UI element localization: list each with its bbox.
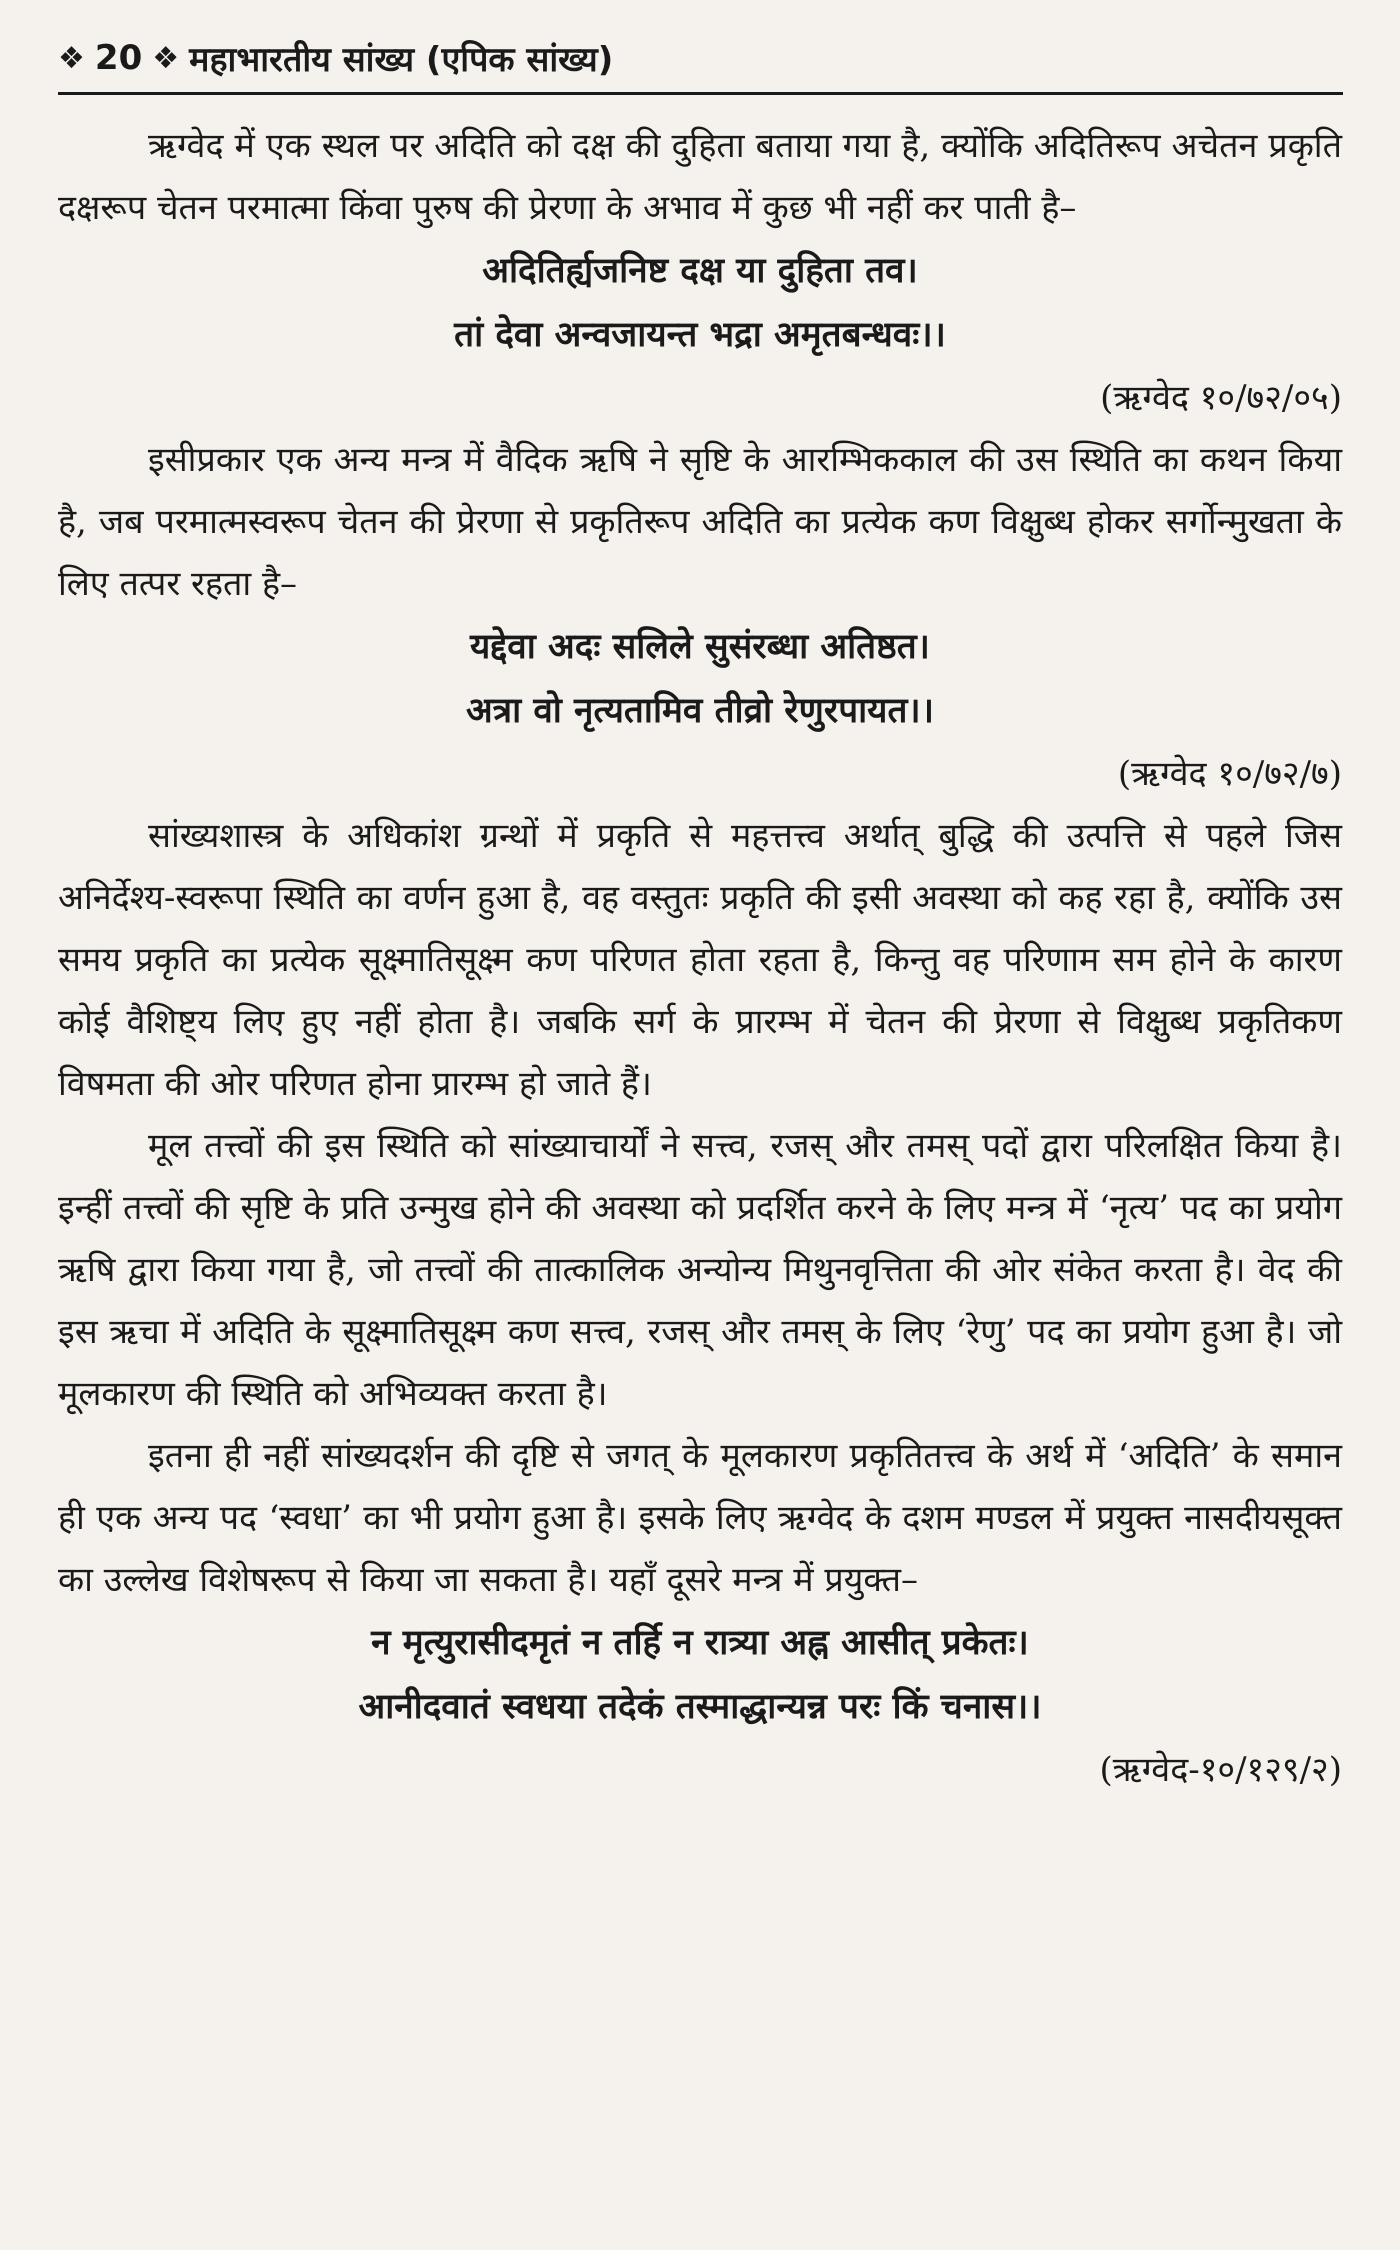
verse-line: आनीदवातं स्वधया तदेकं तस्माद्धान्यन्न परः किं चनास।। <box>358 1687 1042 1727</box>
paragraph: इतना ही नहीं सांख्यदर्शन की दृष्टि से जगत् के मूलकारण प्रकृतितत्त्व के अर्थ में ‘अदिति’ के समान ही एक अन्य पद ‘स्वधा’ का भी प्रयोग हुआ है। इसके लिए ऋग्वेद के दशम मण्डल में प्रयुक्त नासदीयसूक्त का उल्लेख विशेषरूप से किया जा सकता है। यहाँ दूसरे मन्त्र में प्रयुक्त– <box>58 1436 1342 1600</box>
paragraph: मूल तत्त्वों की इस स्थिति को सांख्याचार्यों ने सत्त्व, रजस् और तमस् पदों द्वारा परिलक्षित किया है। इन्हीं तत्त्वों की सृष्टि के प्रति उन्मुख होने की अवस्था को प्रदर्शित करने के लिए मन्त्र में ‘नृत्य’ पद का प्रयोग ऋषि द्वारा किया गया है, जो तत्त्वों की तात्कालिक अन्योन्य मिथुनवृत्तिता की ओर संकेत करता है। वेद की इस ऋचा में अदिति के सूक्ष्मातिसूक्ष्म कण सत्त्व, रजस् और तमस् के लिए ‘रेणु’ पद का प्रयोग हुआ है। जो मूलकारण की स्थिति को अभिव्यक्त करता है। <box>58 1126 1342 1414</box>
book-title: महाभारतीय सांख्य (एपिक सांख्य) <box>189 40 614 80</box>
verse <box>58 239 1342 367</box>
ornament-icon: ❖ <box>58 40 85 76</box>
verse-line: अत्रा वो नृत्यतामिव तीव्रो रेणुरपायत।। <box>466 691 934 731</box>
verse-line: यद्देवा अदः सलिले सुसंरब्धा अतिष्ठत। <box>470 627 930 667</box>
paragraph: इसीप्रकार एक अन्य मन्त्र में वैदिक ऋषि ने सृष्टि के आरम्भिककाल की उस स्थिति का कथन किया है, जब परमात्मस्वरूप चेतन की प्रेरणा से प्रकृतिरूप अदिति का प्रत्येक कण विक्षुब्ध होकर सर्गोन्मुखता के लिए तत्पर रहता है– <box>58 440 1342 604</box>
verse-line: अदितिर्ह्यजनिष्ट दक्ष या दुहिता तव। <box>482 251 918 291</box>
header-rule <box>58 92 1343 95</box>
citation: (ऋग्वेद १०/७२/७) <box>1117 754 1342 794</box>
paragraph: ऋग्वेद में एक स्थल पर अदिति को दक्ष की दुहिता बताया गया है, क्योंकि अदितिरूप अचेतन प्रकृति दक्षरूप चेतन परमात्मा किंवा पुरुष की प्रेरणा के अभाव में कुछ भी नहीं कर पाती है– <box>58 126 1342 228</box>
paragraph: सांख्यशास्त्र के अधिकांश ग्रन्थों में प्रकृति से महत्तत्त्व अर्थात् बुद्धि की उत्पत्ति से पहले जिस अनिर्देश्य-स्वरूपा स्थिति का वर्णन हुआ है, वह वस्तुतः प्रकृति की इसी अवस्था को कह रहा है, क्योंकि उस समय प्रकृति का प्रत्येक सूक्ष्मातिसूक्ष्म कण परिणत होता रहता है, किन्तु वह परिणाम सम होने के कारण कोई वैशिष्ट्य लिए हुए नहीं होता है। जबकि सर्ग के प्रारम्भ में चेतन की प्रेरणा से विक्षुब्ध प्रकृतिकण विषमता की ओर परिणत होना प्रारम्भ हो जाते हैं। <box>58 816 1342 1104</box>
verse-line: न मृत्युरासीदमृतं न तर्हि न रात्र्या अह्न आसीत् प्रकेतः। <box>371 1623 1029 1663</box>
verse-line: तां देवा अन्वजायन्त भद्रा अमृतबन्धवः।। <box>454 315 946 355</box>
ornament-icon: ❖ <box>152 40 180 76</box>
citation: (ऋग्वेद १०/७२/०५) <box>1100 378 1342 418</box>
verse <box>58 1611 1342 1739</box>
citation: (ऋग्वेद-१०/१२९/२) <box>1099 1750 1342 1790</box>
body-text <box>58 115 1342 1801</box>
page-number: 20 <box>94 38 143 78</box>
verse <box>58 615 1342 743</box>
running-head <box>58 30 1342 86</box>
